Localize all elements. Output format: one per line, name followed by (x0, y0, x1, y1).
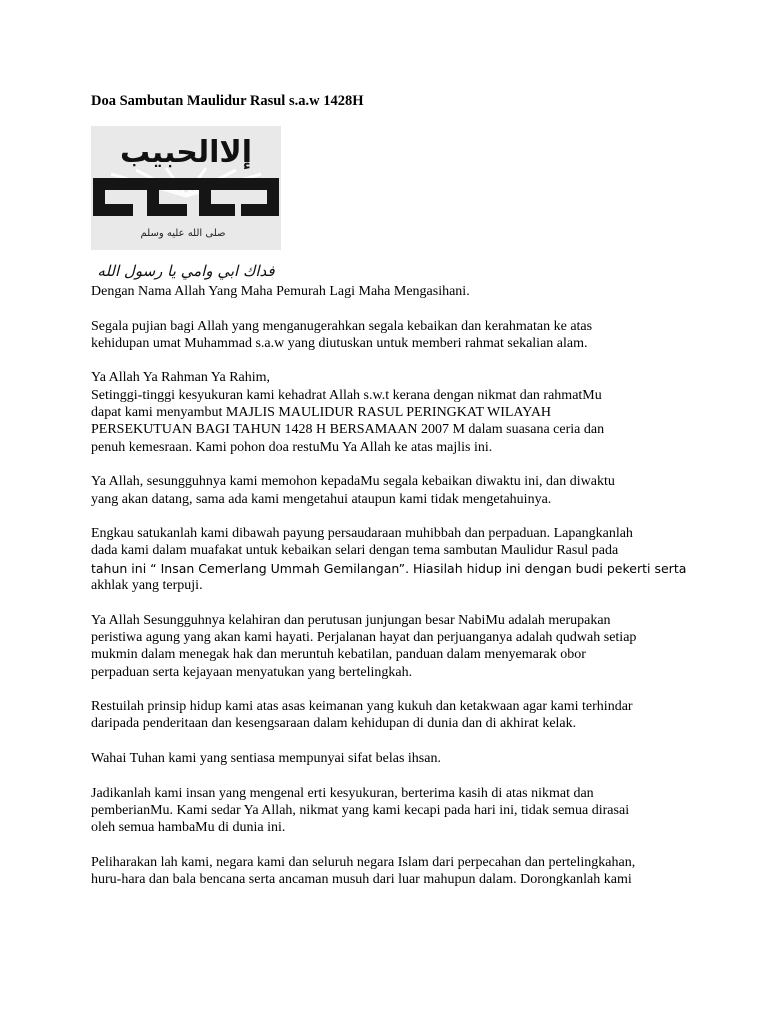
paragraph: Ya Allah, sesungguhnya kami memohon kepadaMu segala kebaikan diwaktu ini, dan diwaktu yang akan datang, sama ada kami mengetahui ataupun kami tidak mengetahuinya. (91, 474, 615, 507)
paragraph: akhlak yang terpuji. (91, 578, 203, 594)
logo-arabic-heading: إلاالحبيب (119, 135, 253, 170)
paragraph: Setinggi-tinggi kesyukuran kami kehadrat Allah s.w.t kerana dengan nikmat dan rahmatMu dapat kami menyambut MAJLIS MAULIDUR RASUL PERINGKAT WILAYAH PERSEKUTUAN BAGI TAHUN 1428 H BERSAMAAN 2007 M dalam suasana ceria dan penuh kemesraan. Kami pohon doa restuMu Ya Allah ke atas majlis ini. (91, 387, 605, 455)
arabic-caption (91, 256, 281, 282)
logo-artwork (91, 126, 281, 250)
paragraph: Jadikanlah kami insan yang mengenal erti kesyukuran, berterima kasih di atas nikmat dan pemberianMu. Kami sedar Ya Allah, nikmat yang kami kecapi pada hari ini, tidak semua dirasai oleh semua hambaMu di dunia ini. (91, 785, 630, 836)
paragraph: Wahai Tuhan kami yang sentiasa mempunyai sifat belas ihsan. (91, 751, 441, 767)
paragraph: Dengan Nama Allah Yang Maha Pemurah Lagi Maha Mengasihani. (91, 284, 470, 299)
paragraph: Segala pujian bagi Allah yang menganugerahkan segala kebaikan dan kerahmatan ke atas kehidupan umat Muhammad s.a.w yang diutuskan untuk memberi rahmat sekalian alam. (91, 318, 593, 351)
paragraph: Peliharakan lah kami, negara kami dan seluruh negara Islam dari perpecahan dan pertelingkahan, huru-hara dan bala bencana serta ancaman musuh dari luar mahupun dalam. Dorongkanlah kami (91, 854, 636, 888)
paragraph: Restuilah prinsip hidup kami atas asas keimanan yang kukuh dan ketakwaan agar kami terhindar daripada penderitaan dan kesengsaraan dalam kehidupan di dunia dan di akhirat kelak. (91, 699, 633, 732)
muhammad-calligraphy-logo (91, 126, 281, 250)
document-title: Doa Sambutan Maulidur Rasul s.a.w 1428H (91, 93, 364, 109)
paragraph: Engkau satukanlah kami dibawah payung persaudaraan muhibbah dan perpaduan. Lapangkanlah dada kami dalam muafakat untuk kebaikan selari dengan tema sambutan Maulidur Rasul pada (91, 526, 633, 559)
arabic-caption-art (91, 256, 281, 282)
arabic-caption-text: فداك ابي وامي يا رسول الله (97, 262, 275, 280)
logo-arabic-salawat: صلى الله عليه وسلم (140, 228, 226, 239)
paragraph: Ya Allah Ya Rahman Ya Rahim, (91, 370, 271, 386)
document-body (91, 283, 691, 888)
paragraph: Ya Allah Sesungguhnya kelahiran dan perutusan junjungan besar NabiMu adalah merupakan peristiwa agung yang akan kami hayati. Perjalanan hayat dan perjuanganya adalah qudwah setiap mukmin dalam menegak hak dan meruntuh kebatilan, panduan dalam menyemarak obor perpaduan serta kejayaan menyatukan yang bertelingkah. (91, 612, 637, 680)
paragraph-theme-line: tahun ini “ Insan Cemerlang Ummah Gemilangan”. Hiasilah hidup ini dengan budi pekerti serta (91, 560, 687, 576)
